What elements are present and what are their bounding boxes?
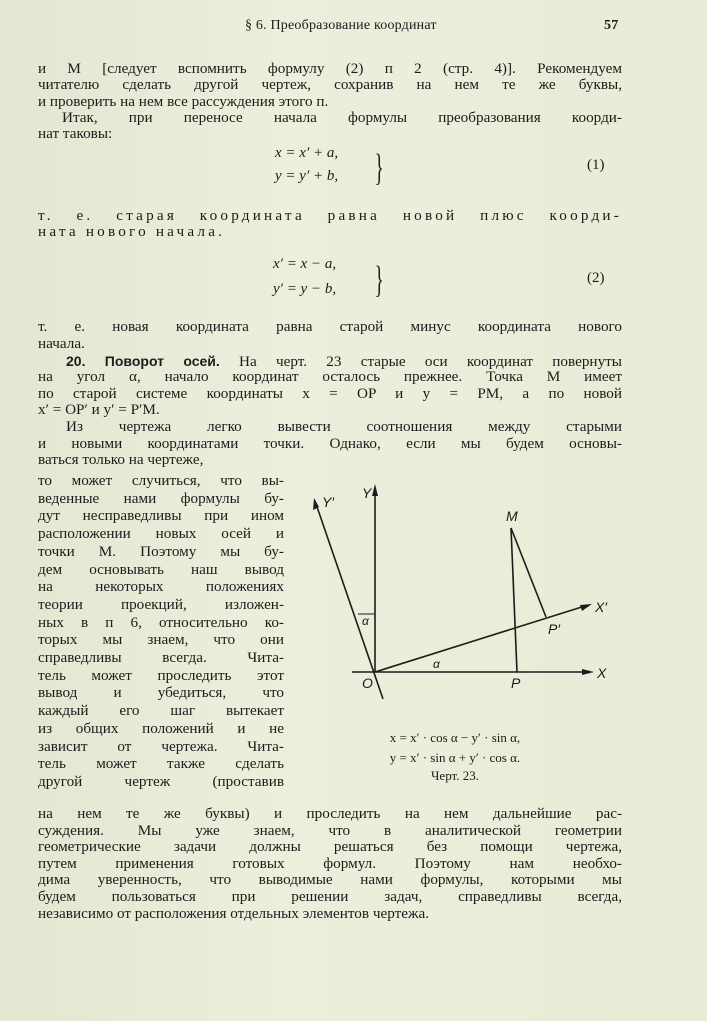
text-line: начала. [38, 335, 85, 352]
text-line: дима уверенность, что выводимые нами формулы, которыми мы [38, 871, 622, 889]
text-line: Итак, при переносе начала формулы преобразования коорди- [62, 109, 622, 126]
text-line: т. е. новая координата равна старой минус координата нового [38, 318, 622, 335]
text-line: и M [следует вспомнить формулу (2) п 2 (стр. 4)]. Рекомендуем [38, 60, 622, 77]
text-line: зависит от чертежа. Чита- [38, 737, 284, 755]
label-o: O [362, 675, 373, 691]
text-line: дем основывать наш вывод [38, 560, 284, 578]
text-line: Из чертежа легко вывести соотношения между старыми [66, 418, 622, 435]
text-line: x′ = OP′ и y′ = P′M. [38, 401, 160, 418]
equation-2-line-1: x′ = x − a, [273, 256, 337, 272]
x-arrow [582, 669, 594, 675]
text-line: каждый его шаг вытекает [38, 702, 284, 720]
label-x: X [597, 665, 607, 681]
figure-formula-1: x = x′ · cos α − y′ · sin α, [389, 730, 521, 745]
text-line: нат таковы: [38, 125, 113, 142]
text-line: суждения. Мы уже знаем, что в аналитической геометрии [38, 821, 622, 839]
text-line: т. е. старая координата равна новой плюс коорди- [38, 207, 622, 224]
text-line: то может случиться, что вы- [38, 472, 284, 489]
label-p-prime: P′ [548, 621, 560, 637]
label-m: M [506, 508, 518, 524]
label-alpha: α [362, 614, 369, 628]
text-line: дут несправедливы при ином [38, 507, 284, 525]
text-span: На черт. 23 старые оси координат повернуты [239, 353, 622, 370]
brace: } [374, 259, 384, 301]
text-line: справедливы всегда. Чита- [38, 649, 284, 666]
text-line: на нем те же буквы) и проследить на нем дальнейшие рас- [38, 805, 622, 822]
text-line: веденные нами формулы бу- [38, 489, 284, 507]
x-prime-axis [375, 606, 585, 672]
equation-2-line-2: y′ = y − b, [273, 281, 337, 297]
equation-number-1: (1) [587, 157, 605, 173]
equation-1-line-2: y = y′ + b, [275, 168, 339, 184]
text-line: и проверить на нем все рассуждения этого п. [38, 93, 329, 110]
text-line: теории проекций, изложен- [38, 595, 284, 613]
equation-number-2: (2) [587, 270, 605, 286]
text-line: и новыми координатами точки. Однако, если мы будем основы- [38, 435, 622, 452]
text-line: на угол α, начало координат осталось прежнее. Точка M имеет [38, 368, 622, 385]
text-line: по старой системе координаты x = OP и y = PM, а по новой [38, 385, 622, 402]
label-y: Y [362, 485, 372, 501]
equation-1-line-1: x = x′ + a, [275, 145, 339, 161]
text-line: вывод и убедиться, что [38, 684, 284, 702]
text-line: ных в п 6, относительно ко- [38, 613, 284, 631]
text-line: будем пользоваться при решении задач, справедливы всегда, [38, 888, 622, 905]
text-line: из общих положений и не [38, 719, 284, 737]
label-y-prime: Y′ [322, 494, 334, 510]
text-line: геометрические задачи должны решаться без помощи чертежа, [38, 838, 622, 856]
figure-formula-2: y = x′ · sin α + y′ · cos α. [389, 750, 521, 765]
brace: } [374, 147, 384, 189]
running-header: § 6. Преобразование координат [245, 18, 437, 33]
text-line: торых мы знаем, что они [38, 631, 284, 649]
page-number: 57 [604, 18, 619, 33]
text-line: точки M. Поэтому мы бу- [38, 542, 284, 560]
text-line: тель может также сделать [38, 755, 284, 773]
segment-mp-prime [511, 528, 546, 617]
label-alpha: α [433, 657, 440, 671]
text-line: расположении новых осей и [38, 525, 284, 543]
y-arrow [372, 484, 378, 496]
label-p: P [511, 675, 521, 691]
text-line: независимо от расположения отдельных элементов чертежа. [38, 904, 430, 922]
text-line: на некоторых положениях [38, 578, 284, 596]
segment-mp [511, 528, 517, 672]
x-prime-arrow [580, 604, 592, 611]
figure-caption: Черт. 23. [430, 768, 479, 783]
text-line: ната нового начала. [38, 223, 226, 240]
text-line: ваться только на чертеже, [38, 451, 204, 468]
text-line: тель может проследить этот [38, 666, 284, 684]
text-line: другой чертеж (проставив [38, 772, 284, 790]
label-x-prime: X′ [595, 599, 607, 615]
text-line: читателю сделать другой чертеж, сохранив на нем те же буквы, [38, 76, 622, 93]
section-heading: 20. Поворот осей. [66, 353, 220, 369]
y-prime-axis [315, 501, 383, 699]
text-line: путем применения готовых формул. Поэтому нам необхо- [38, 854, 622, 872]
